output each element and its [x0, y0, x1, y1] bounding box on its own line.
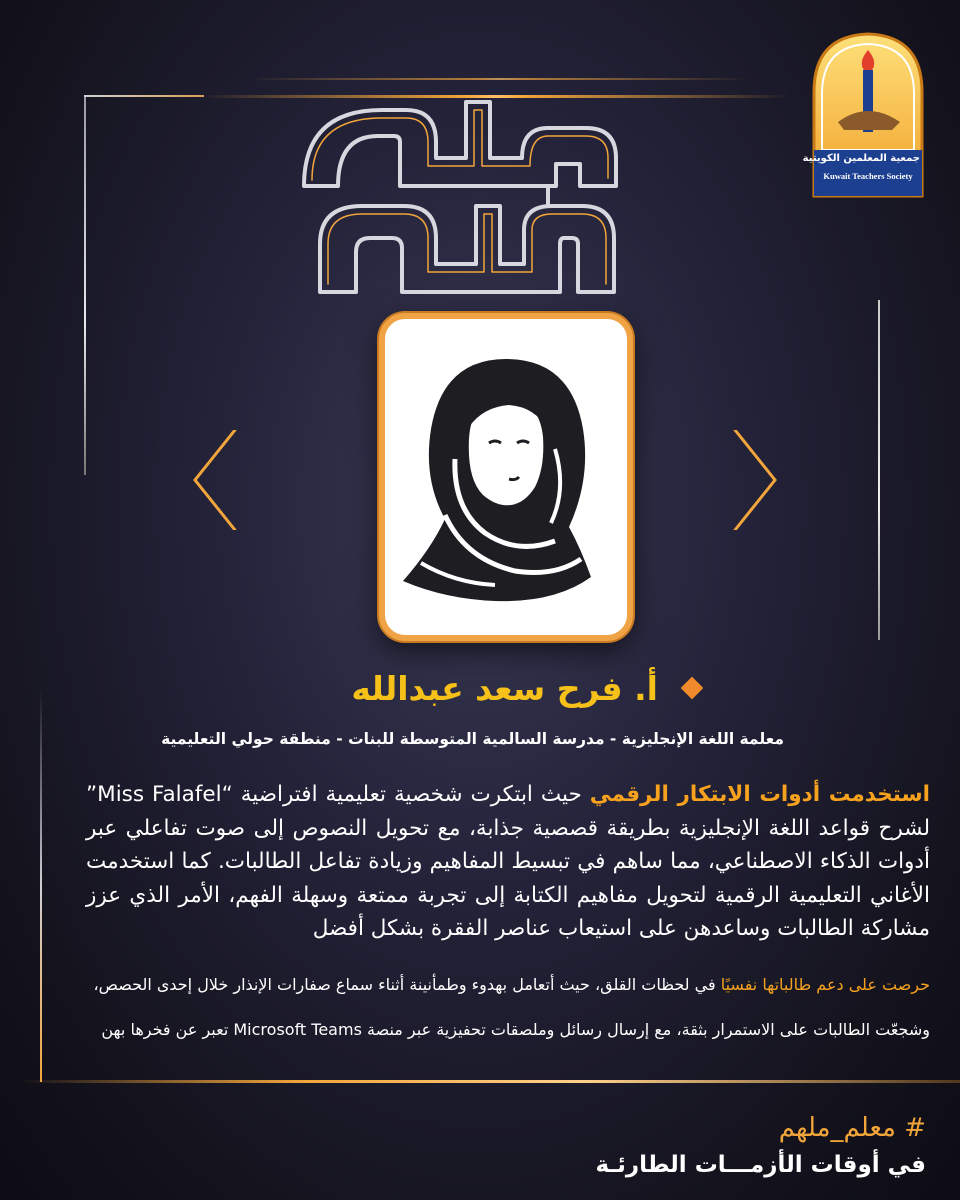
- top-frame-glow: [250, 78, 750, 80]
- logo-arabic-text: جمعية المعلمين الكويتية: [802, 153, 920, 164]
- right-frame-line: [878, 300, 880, 640]
- teacher-name: أ. فرح سعد عبدالله: [351, 668, 658, 708]
- achievement-paragraph: [86, 778, 930, 946]
- left-chevron-icon: [190, 430, 240, 530]
- bottom-left-frame-line: [40, 690, 42, 1082]
- left-frame-top-stub: [84, 95, 204, 97]
- support-highlight: حرصت على دعم طالباتها نفسيًا: [720, 975, 930, 994]
- kuwait-teachers-society-logo: [802, 30, 928, 202]
- hashtag: # معلم_ملهم: [778, 1113, 926, 1143]
- logo-english-text: Kuwait Teachers Society: [823, 171, 913, 181]
- teacher-role: معلمة اللغة الإنجليزية - مدرسة السالمية المتوسطة للبنات - منطقة حولي التعليمية: [161, 730, 784, 748]
- achievement-highlight: استخدمت أدوات الابتكار الرقمي: [589, 782, 930, 807]
- support-text: في لحظات القلق، حيث أتعامل بهدوء وطمأنينة أثناء سماع صفارات الإنذار خلال إحدى الحصص، وشجعّت الطالبات على الاستمرار بثقة، مع إرسال رسائل وملصقات تحفيزية عبر منصة Microsoft Teams تعبر عن فخرها بهن: [93, 975, 930, 1039]
- left-frame-line: [84, 95, 86, 475]
- teacher-name-row: [351, 664, 700, 712]
- achievement-text: حيث ابتكرت شخصية تعليمية افتراضية “Miss Falafel” لشرح قواعد اللغة الإنجليزية بطريقة قصصية جذابة، مع تحويل النصوص إلى صوت تفاعلي عبر أدوات الذكاء الاصطناعي، مما ساهم في تبسيط المفاهيم وزيادة تفاعل الطالبات. كما استخدمت الأغاني التعليمية الرقمية لتحويل مفاهيم الكتابة إلى تجربة ممتعة وسهلة الفهم، الأمر الذي عزز مشاركة الطالبات وساعدهن على استيعاب عناصر الفقرة بشكل أفضل: [86, 782, 930, 941]
- right-chevron-icon: [730, 430, 780, 530]
- teacher-portrait-card: [379, 313, 633, 641]
- support-paragraph: [86, 962, 930, 1052]
- title-calligraphy-icon: [286, 88, 646, 308]
- tagline: في أوقات الأزمـــات الطارئـة: [595, 1152, 926, 1178]
- woman-hijab-icon: [385, 319, 627, 635]
- bottom-frame-line: [20, 1080, 960, 1083]
- inspiring-teacher-title-art: [286, 88, 646, 308]
- diamond-bullet-icon: [681, 677, 704, 700]
